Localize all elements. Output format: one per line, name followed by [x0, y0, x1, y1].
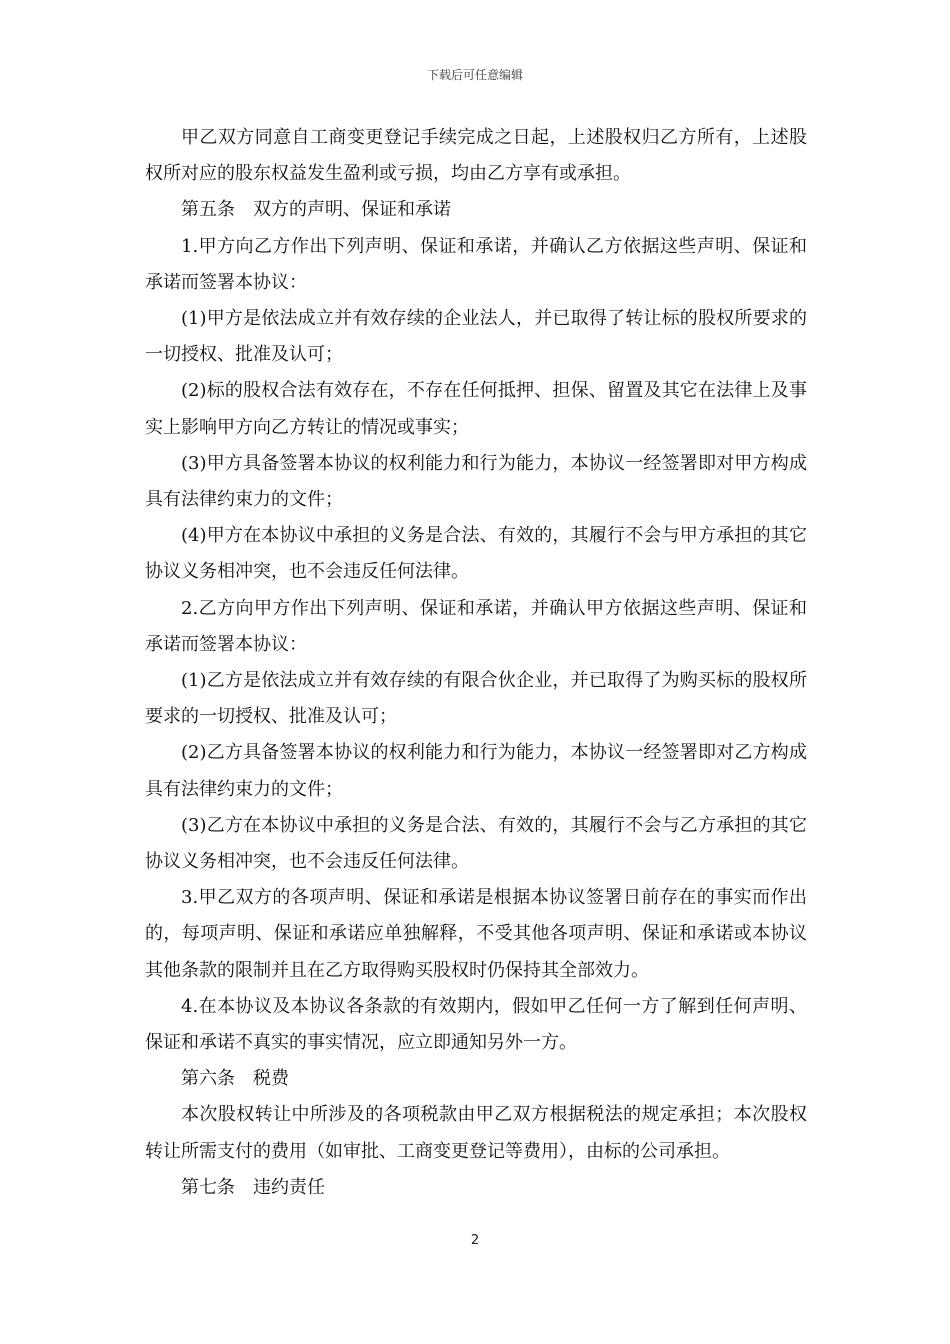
paragraph-declarations-basis: 3.甲乙双方的各项声明、保证和承诺是根据本协议签署日前存在的事实而作出的，每项声明、保证和承诺应单独解释，不受其他各项声明、保证和承诺或本协议其他条款的限制并且在乙方取得购买股权时仍保持其全部效力。	[145, 887, 807, 981]
paragraph-equity-ownership: 甲乙双方同意自工商变更登记手续完成之日起，上述股权归乙方所有，上述股权所对应的股东权益发生盈利或亏损，均由乙方享有或承担。	[145, 127, 807, 185]
article-5-heading: 第五条 双方的声明、保证和承诺	[181, 199, 451, 221]
paragraph-party-b-item-3: (3)乙方在本协议中承担的义务是合法、有效的，其履行不会与乙方承担的其它协议义务相冲突，也不会违反任何法律。	[145, 814, 807, 873]
paragraph-taxes-fees: 本次股权转让中所涉及的各项税款由甲乙双方根据税法的规定承担；本次股权转让所需支付的费用（如审批、工商变更登记等费用），由标的公司承担。	[145, 1104, 807, 1162]
header-note: 下载后可任意编辑	[426, 68, 523, 82]
paragraph-notification-duty: 4.在本协议及本协议各条款的有效期内，假如甲乙任何一方了解到任何声明、保证和承诺不真实的事实情况，应立即通知另外一方。	[145, 995, 807, 1054]
paragraph-party-b-item-1: (1)乙方是依法成立并有效存续的有限合伙企业，并已取得了为购买标的股权所要求的一切授权、批准及认可；	[145, 670, 807, 728]
paragraph-party-a-declarations: 1.甲方向乙方作出下列声明、保证和承诺，并确认乙方依据这些声明、保证和承诺而签署本协议：	[145, 235, 807, 293]
paragraph-party-a-item-1: (1)甲方是依法成立并有效存续的企业法人，并已取得了转让标的股权所要求的一切授权、批准及认可；	[145, 308, 807, 366]
paragraph-party-b-item-2: (2)乙方具备签署本协议的权利能力和行为能力，本协议一经签署即对乙方构成具有法律约束力的文件；	[145, 742, 807, 800]
paragraph-party-a-item-3: (3)甲方具备签署本协议的权利能力和行为能力，本协议一经签署即对甲方构成具有法律约束力的文件；	[145, 452, 807, 511]
paragraph-party-a-item-4: (4)甲方在本协议中承担的义务是合法、有效的，其履行不会与甲方承担的其它协议义务相冲突，也不会违反任何法律。	[145, 525, 807, 583]
paragraph-party-a-item-2: (2)标的股权合法有效存在，不存在任何抵押、担保、留置及其它在法律上及事实上影响甲方向乙方转让的情况或事实；	[145, 380, 807, 438]
document-body	[145, 120, 807, 1206]
article-7-heading: 第七条 违约责任	[181, 1176, 325, 1198]
paragraph-party-b-declarations: 2.乙方向甲方作出下列声明、保证和承诺，并确认甲方依据这些声明、保证和承诺而签署本协议：	[145, 597, 807, 655]
page-number: 2	[470, 1233, 480, 1248]
article-6-heading: 第六条 税费	[181, 1068, 289, 1090]
